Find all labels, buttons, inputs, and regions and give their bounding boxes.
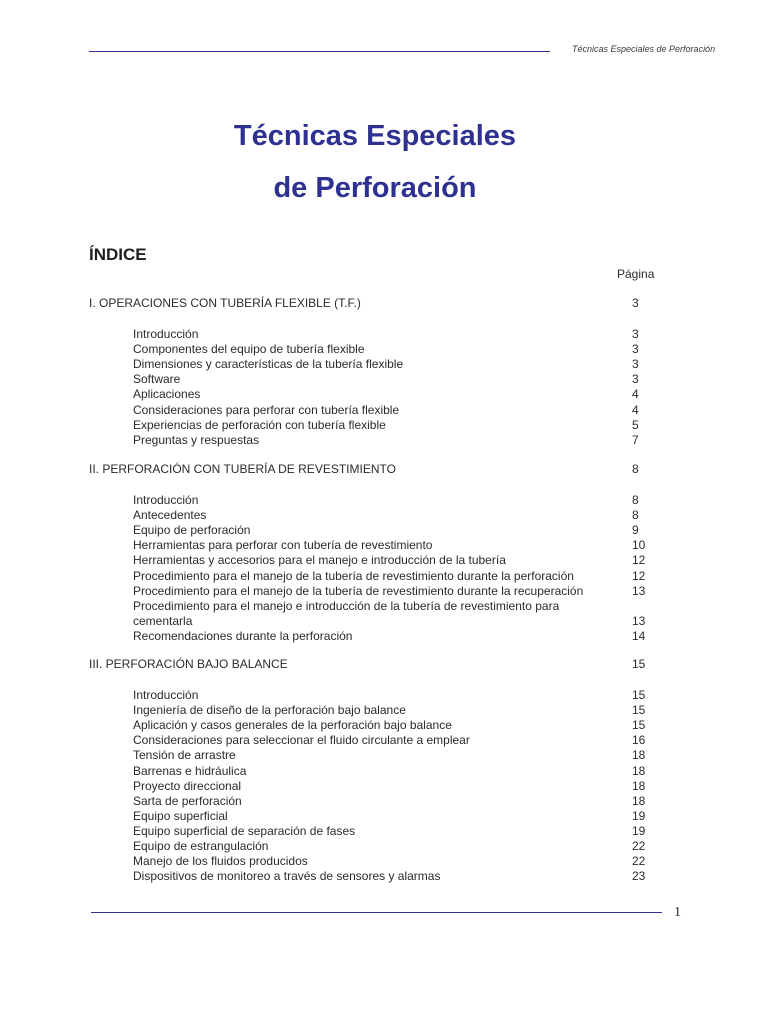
toc-entry: Dispositivos de monitoreo a través de sensores y alarmas [133,869,441,884]
toc-entry: Herramientas y accesorios para el manejo e introducción de la tubería [133,553,506,568]
toc-entry: Recomendaciones durante la perforación [133,628,353,643]
running-header: Técnicas Especiales de Perforación [572,44,716,54]
index-heading: ÍNDICE [89,245,147,264]
toc-entry-page: 18 [632,778,646,793]
toc-entry: Preguntas y respuestas [133,432,260,447]
toc-entry: Barrenas e hidráulica [133,763,247,778]
toc-entry-page: 18 [632,793,646,808]
toc-entry-page: 19 [632,823,646,838]
toc-entry-page: 19 [632,808,646,823]
toc-entry: Consideraciones para seleccionar el fluido circulante a emplear [133,733,470,748]
page-column-label: Página [617,267,655,281]
toc-entry-page: 7 [632,432,639,447]
toc-entry-page: 12 [632,568,646,583]
toc-section-page: 8 [632,462,639,476]
toc-entry: Manejo de los fluidos producidos [133,854,308,869]
toc-entry-page: 3 [632,372,639,387]
toc-entry: Ingeniería de diseño de la perforación bajo balance [133,703,406,718]
toc-entry: Introducción [133,327,199,341]
toc-section-title: II. PERFORACIÓN CON TUBERÍA DE REVESTIMIENTO [89,462,396,476]
toc-entry-page: 18 [632,763,646,778]
toc-entry-page: 15 [632,703,646,718]
toc-entry: Equipo superficial de separación de fases [133,823,356,838]
toc-entry-page: 3 [632,357,639,372]
toc-entry: Herramientas para perforar con tubería de revestimiento [133,538,433,553]
toc-entry: Sarta de perforación [133,793,242,808]
page-number: 1 [674,905,681,920]
footer-rule [91,912,662,913]
toc-entry: Proyecto direccional [133,778,242,793]
toc-entry: Procedimiento para el manejo e introducción de la tubería de revestimiento para [133,598,560,613]
toc-section-page: 15 [632,657,646,671]
toc-entry: Equipo de estrangulación [133,839,269,853]
header-rule [89,51,550,52]
toc-entry-page: 10 [632,538,646,553]
toc-entry-page: 14 [632,628,646,643]
toc-entry: Aplicaciones [133,387,201,402]
toc-entry-page: 8 [632,493,639,507]
toc-entry-page: 16 [632,733,646,748]
toc-entry-page: 22 [632,854,646,869]
toc-entry: Procedimiento para el manejo de la tubería de revestimiento durante la perforación [133,568,574,583]
toc-section-title: III. PERFORACIÓN BAJO BALANCE [89,657,288,671]
toc-entry: Componentes del equipo de tubería flexible [133,342,365,357]
toc-entry-page: 15 [632,718,646,733]
toc-entry: Equipo superficial [133,808,228,823]
toc-entry-page: 22 [632,839,646,853]
toc-entry: Aplicación y casos generales de la perforación bajo balance [133,718,452,733]
toc-entry-page: 3 [632,342,639,357]
toc-entry: Consideraciones para perforar con tubería flexible [133,402,400,417]
toc-entry: Experiencias de perforación con tubería flexible [133,417,386,432]
toc-entry-page: 9 [632,523,639,538]
toc-entry-page: 18 [632,748,646,763]
toc-entry: Antecedentes [133,508,207,523]
toc-entry-page: 8 [632,508,639,523]
toc-entry-page: 13 [632,583,646,598]
toc-entry-page: 13 [632,613,646,628]
toc-entry: Introducción [133,688,199,702]
toc-entry: Dimensiones y características de la tubería flexible [133,357,404,372]
toc-section-title: I. OPERACIONES CON TUBERÍA FLEXIBLE (T.F.) [89,296,361,310]
toc-entry-page: 5 [632,417,639,432]
toc-entry-page: 3 [632,327,639,341]
document-title-line-1: Técnicas Especiales [233,120,517,152]
toc-entry: cementarla [133,613,193,628]
toc-entry-page: 12 [632,553,646,568]
document-title-line-2: de Perforación [273,172,477,204]
toc-entry: Equipo de perforación [133,523,251,538]
toc-entry-page: 4 [632,402,639,417]
toc-entry-page: 4 [632,387,639,402]
toc-entry: Tensión de arrastre [133,748,236,763]
toc-entry-page: 15 [632,688,646,702]
toc-entry: Software [133,372,181,387]
toc-entry: Introducción [133,493,199,507]
toc-entry: Procedimiento para el manejo de la tubería de revestimiento durante la recuperación [133,583,584,598]
toc-entry-page: 23 [632,869,646,884]
toc-section-page: 3 [632,296,639,310]
